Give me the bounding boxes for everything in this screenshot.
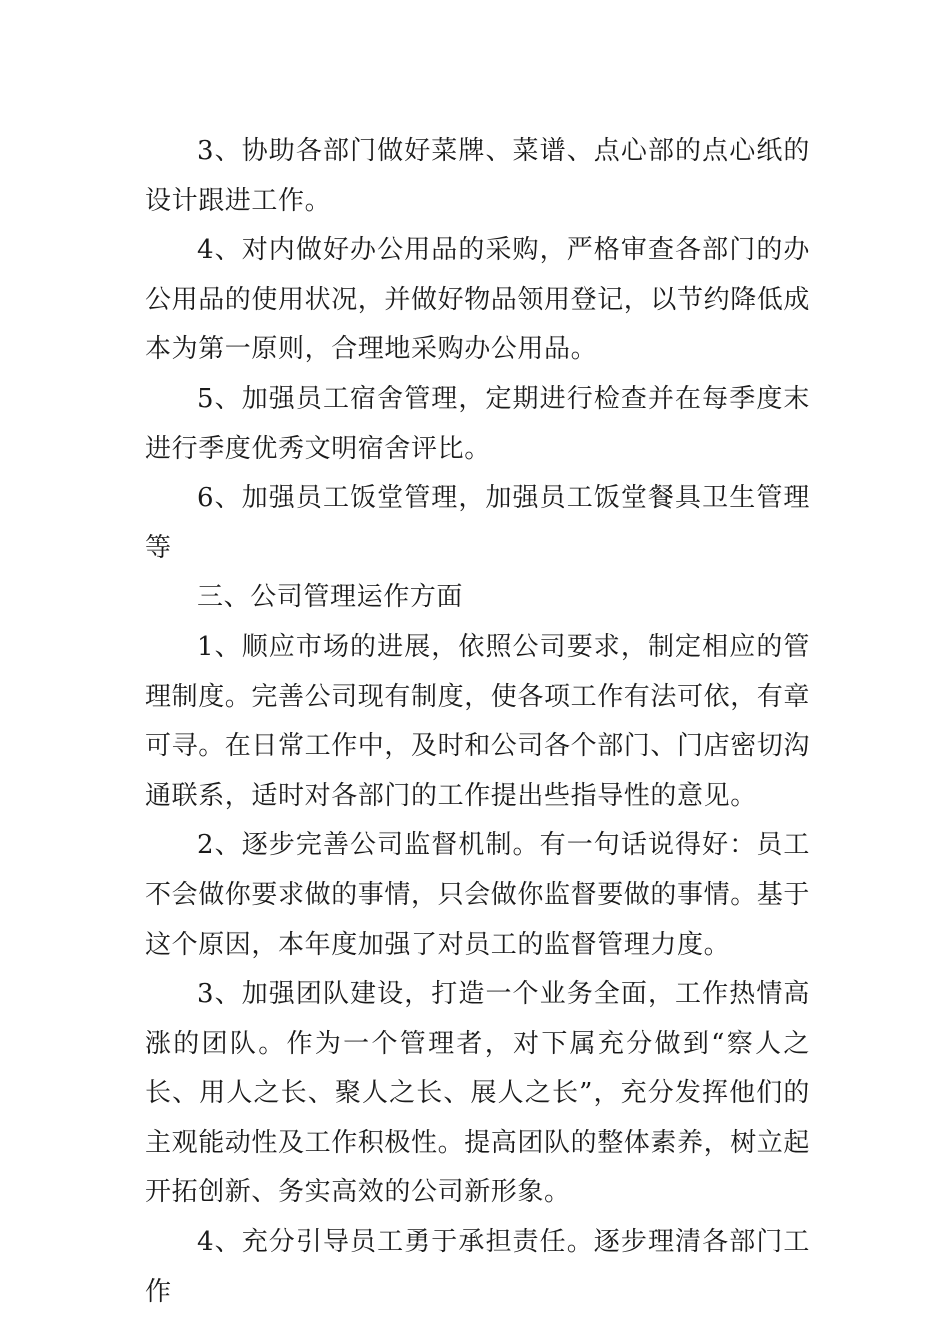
paragraph-item-6-canteen: 6、加强员工饭堂管理，加强员工饭堂餐具卫生管理等 xyxy=(145,483,810,563)
paragraph-item-4-responsibility: 4、充分引导员工勇于承担责任。逐步理清各部门工作 xyxy=(145,1227,810,1307)
paragraph-item-1-management-system: 1、顺应市场的进展，依照公司要求，制定相应的管理制度。完善公司现有制度，使各项工作有法可依，有章可寻。在日常工作中，及时和公司各个部门、门店密切沟通联系，适时对各部门的工作提出些指导性的意见。 xyxy=(145,631,811,811)
paragraph-item-3-menu-design: 3、协助各部门做好菜牌、菜谱、点心部的点心纸的设计跟进工作。 xyxy=(145,136,810,216)
paragraph-item-2-supervision: 2、逐步完善公司监督机制。有一句话说得好：员工不会做你要求做的事情，只会做你监督要做的事情。基于这个原因，本年度加强了对员工的监督管理力度。 xyxy=(145,830,811,960)
paragraph-item-3-team-building: 3、加强团队建设，打造一个业务全面，工作热情高涨的团队。作为一个管理者，对下属充分做到“察人之长、用人之长、聚人之长、展人之长”，充分发挥他们的主观能动性及工作积极性。提高团队的整体素养，树立起开拓创新、务实高效的公司新形象。 xyxy=(145,979,811,1208)
paragraph-item-5-dormitory: 5、加强员工宿舍管理，定期进行检查并在每季度末进行季度优秀文明宿舍评比。 xyxy=(145,383,810,464)
document-body xyxy=(145,127,810,1317)
section-heading-company-management: 三、公司管理运作方面 xyxy=(197,582,464,613)
paragraph-item-4-office-supplies: 4、对内做好办公用品的采购，严格审查各部门的办公用品的使用状况，并做好物品领用登记，以节约降低成本为第一原则，合理地采购办公用品。 xyxy=(145,235,811,365)
